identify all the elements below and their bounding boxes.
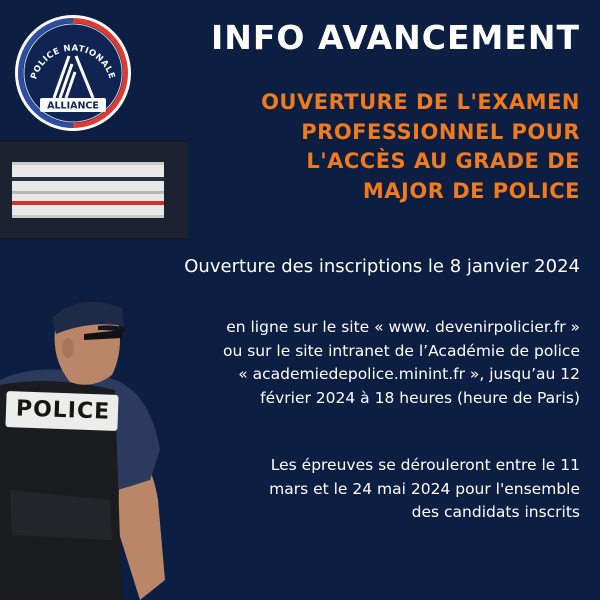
details-line: « academiedepolice.minint.fr », jusqu’au 12 — [238, 365, 580, 383]
headline: INFO AVANCEMENT — [210, 18, 580, 57]
logo-arc-text: POLICE NATIONALE — [29, 43, 117, 81]
officer-vest-label: POLICE — [15, 396, 111, 425]
schedule-line: Les épreuves se dérouleront entre le 11 — [270, 456, 580, 474]
logo-name: ALLIANCE — [47, 100, 99, 112]
subject-line: MAJOR DE POLICE — [362, 178, 580, 203]
schedule-line: des candidats inscrits — [411, 503, 580, 521]
exam-subject — [180, 88, 580, 206]
details-line: en ligne sur le site « www. devenirpolicier.fr » — [226, 318, 580, 336]
schedule-line: mars et le 24 mai 2024 pour l'ensemble — [269, 479, 580, 498]
details-line: février 2024 à 18 heures (heure de Paris) — [260, 388, 580, 407]
subject-line: OUVERTURE DE L'EXAMEN — [261, 90, 580, 114]
registration-details — [140, 316, 580, 410]
registration-opening: Ouverture des inscriptions le 8 janvier 2024 — [184, 256, 580, 277]
subject-line: L'ACCÈS AU GRADE DE — [306, 149, 580, 173]
major-rank-insignia-icon — [0, 140, 188, 240]
alliance-logo-icon — [14, 14, 132, 132]
subject-line: PROFESSIONNEL POUR — [301, 119, 580, 144]
exam-schedule — [140, 454, 580, 525]
details-line: ou sur le site intranet de l’Académie de police — [223, 341, 580, 360]
